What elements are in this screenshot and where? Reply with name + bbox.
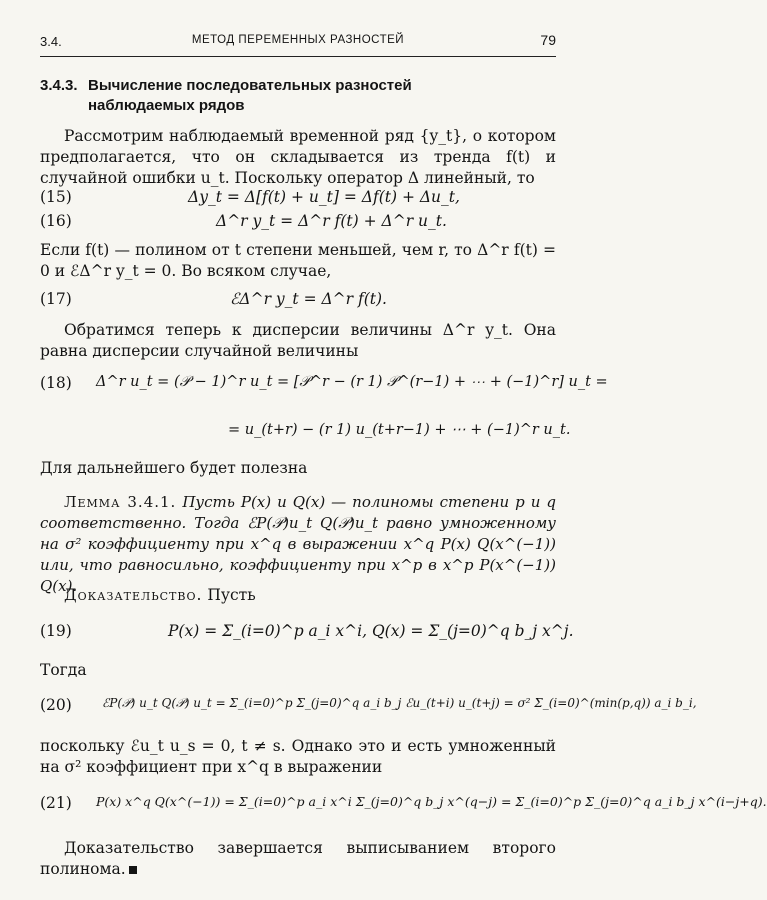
paragraph-7	[40, 838, 556, 880]
lemma-text: Пусть P(x) и Q(x) — полиномы степени p и q соответственно. Тогда ℰP(𝒫)u_t Q(𝒫)u_t равно умноженному на σ² коэффициенту при x^q в выражении x^q P(x) Q(x^(−1)) или, что равносильно, коэффициенту при x^p в x^p P(x^(−1)) Q(x).	[40, 493, 556, 595]
running-header	[40, 32, 556, 52]
equation-number: (17)	[40, 290, 72, 308]
lemma-label: Лемма 3.4.1.	[64, 493, 177, 511]
equation-line-1: Δ^r u_t = (𝒫 − 1)^r u_t = [𝒫^r − (r 1) 𝒫^(r−1) + ⋯ + (−1)^r] u_t =	[96, 374, 608, 390]
heading-line-2: наблюдаемых рядов	[88, 97, 245, 114]
header-title: МЕТОД ПЕРЕМЕННЫХ РАЗНОСТЕЙ	[191, 34, 405, 46]
paragraph-2: Если f(t) — полином от t степени меньшей, чем r, то Δ^r f(t) = 0 и ℰΔ^r y_t = 0. Во всяком случае,	[40, 241, 556, 280]
equation-body: ℰP(𝒫) u_t Q(𝒫) u_t = Σ_(i=0)^p Σ_(j=0)^q a_i b_j ℰu_(t+i) u_(t+j) = σ² Σ_(i=0)^(min(p,q)) a_i b_i,	[102, 696, 697, 710]
heading-line-1: Вычисление последовательных разностей	[88, 77, 412, 94]
page-number: 79	[540, 32, 556, 48]
lemma-3-4-1	[40, 492, 556, 597]
section-number: 3.4.3.	[40, 77, 78, 94]
section-heading	[40, 76, 556, 116]
equation-number: (18)	[40, 374, 72, 392]
header-section: 3.4.	[40, 34, 62, 49]
equation-line-2: = u_(t+r) − (r 1) u_(t+r−1) + ⋯ + (−1)^r u_t.	[228, 422, 571, 438]
proof-text: Пусть	[207, 586, 256, 604]
paragraph-5: Тогда	[40, 661, 87, 679]
proof-start	[40, 585, 556, 606]
paragraph-3: Обратимся теперь к дисперсии величины Δ^r y_t. Она равна дисперсии случайной величины	[40, 321, 556, 360]
paragraph-4: Для дальнейшего будет полезна	[40, 459, 308, 477]
proof-label: Доказательство.	[64, 586, 203, 604]
paragraph-6: поскольку ℰu_t u_s = 0, t ≠ s. Однако это и есть умноженный на σ² коэффициент при x^q в выражении	[40, 737, 556, 776]
paragraph-1: Рассмотрим наблюдаемый временной ряд {y_t}, о котором предполагается, что он складывается из тренда f(t) и случайной ошибки u_t. Поскольку оператор Δ линейный, то	[40, 127, 556, 187]
header-rule	[40, 56, 556, 57]
paragraph-7-text: Доказательство завершается выписыванием второго полинома.	[40, 839, 556, 878]
end-of-proof-mark	[129, 866, 137, 874]
equation-body: Δy_t = Δ[f(t) + u_t] = Δf(t) + Δu_t,	[188, 188, 460, 206]
equation-body: ℰΔ^r y_t = Δ^r f(t).	[230, 290, 387, 308]
equation-number: (20)	[40, 696, 72, 714]
equation-body: P(x) = Σ_(i=0)^p a_i x^i, Q(x) = Σ_(j=0)^q b_j x^j.	[168, 622, 574, 640]
equation-body: P(x) x^q Q(x^(−1)) = Σ_(i=0)^p a_i x^i Σ_(j=0)^q b_j x^(q−j) = Σ_(i=0)^p Σ_(j=0)^q a_i b_j x^(i−j+q).	[96, 794, 767, 809]
equation-number: (21)	[40, 794, 72, 812]
equation-number: (19)	[40, 622, 72, 640]
equation-number: (15)	[40, 188, 72, 206]
equation-number: (16)	[40, 212, 72, 230]
equation-body: Δ^r y_t = Δ^r f(t) + Δ^r u_t.	[216, 212, 447, 230]
